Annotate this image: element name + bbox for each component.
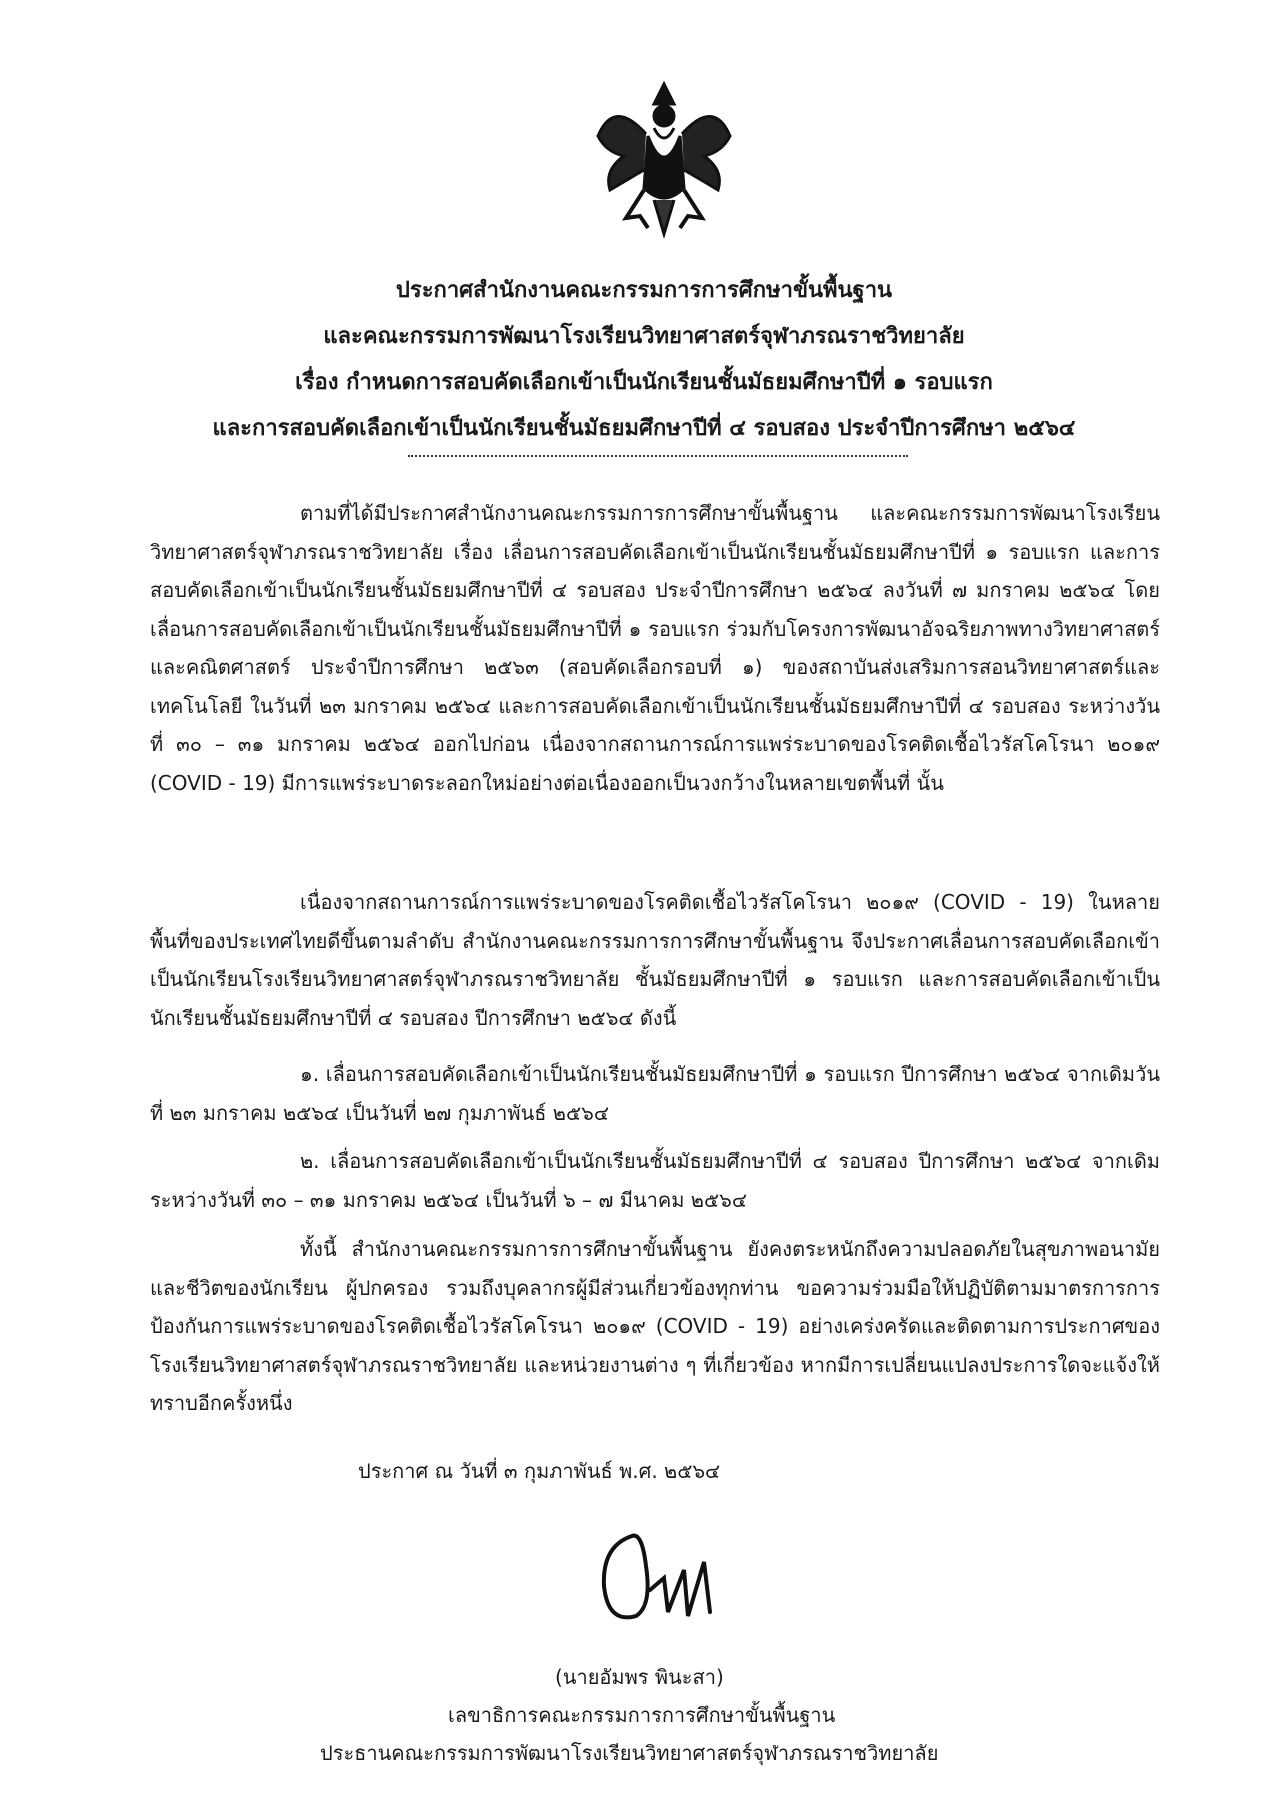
- paragraph-3: ทั้งนี้ สำนักงานคณะกรรมการการศึกษาขั้นพื้นฐาน ยังคงตระหนักถึงความปลอดภัยในสุขภาพอนามัยและชีวิตของนักเรียน ผู้ปกครอง รวมถึงบุคลากรผู้มีส่วนเกี่ยวข้องทุกท่าน ขอความร่วมมือให้ปฏิบัติตามมาตรการการป้องกันการแพร่ระบาดของโรคติดเชื้อไวรัสโคโรนา ๒๐๑๙ (COVID - 19) อย่างเคร่งครัดและติดตามการประกาศของโรงเรียนวิทยาศาสตร์จุฬาภรณราชวิทยาลัย และหน่วยงานต่าง ๆ ที่เกี่ยวข้อง หากมีการเปลี่ยนแปลงประการใดจะแจ้งให้ทราบอีกครั้งหนึ่ง: [150, 1237, 1160, 1415]
- body-section-5: [150, 1230, 1160, 1423]
- signer-name: (นายอัมพร พินะสา): [555, 1665, 724, 1689]
- handwritten-signature: [592, 1516, 742, 1634]
- signer-position-1: เลขาธิการคณะกรรมการการศึกษาขั้นพื้นฐาน: [448, 1703, 836, 1727]
- body-section-3: [150, 1055, 1160, 1132]
- title-line-1: ประกาศสำนักงานคณะกรรมการการศึกษาขั้นพื้นฐาน: [395, 278, 893, 303]
- body-section-2: [150, 883, 1160, 1037]
- signer-position-2: ประธานคณะกรรมการพัฒนาโรงเรียนวิทยาศาสตร์จุฬาภรณราชวิทยาลัย: [320, 1741, 939, 1765]
- body-section-1: [150, 494, 1160, 802]
- announce-date: ประกาศ ณ วันที่ ๓ กุมภาพันธ์ พ.ศ. ๒๕๖๔: [358, 1459, 721, 1483]
- paragraph-2: เนื่องจากสถานการณ์การแพร่ระบาดของโรคติดเชื้อไวรัสโคโรนา ๒๐๑๙ (COVID - 19) ในหลายพื้นที่ของประเทศไทยดีขึ้นตามลำดับ สำนักงานคณะกรรมการการศึกษาขั้นพื้นฐาน จึงประกาศเลื่อนการสอบคัดเลือกเข้าเป็นนักเรียนโรงเรียนวิทยาศาสตร์จุฬาภรณราชวิทยาลัย ชั้นมัธยมศึกษาปีที่ ๑ รอบแรก และการสอบคัดเลือกเข้าเป็นนักเรียนชั้นมัธยมศึกษาปีที่ ๔ รอบสอง ปีการศึกษา ๒๕๖๔ ดังนี้: [150, 890, 1160, 1030]
- list-item-1: ๑. เลื่อนการสอบคัดเลือกเข้าเป็นนักเรียนชั้นมัธยมศึกษาปีที่ ๑ รอบแรก ปีการศึกษา ๒๕๖๔ จากเดิมวันที่ ๒๓ มกราคม ๒๕๖๔ เป็นวันที่ ๒๗ กุมภาพันธ์ ๒๕๖๔: [150, 1062, 1160, 1125]
- title-line-3: เรื่อง กำหนดการสอบคัดเลือกเข้าเป็นนักเรียนชั้นมัธยมศึกษาปีที่ ๑ รอบแรก: [295, 370, 993, 395]
- garuda-emblem-icon: [584, 78, 744, 238]
- list-item-2: ๒. เลื่อนการสอบคัดเลือกเข้าเป็นนักเรียนชั้นมัธยมศึกษาปีที่ ๔ รอบสอง ปีการศึกษา ๒๕๖๔ จากเดิมระหว่างวันที่ ๓๐ – ๓๑ มกราคม ๒๕๖๔ เป็นวันที่ ๖ – ๗ มีนาคม ๒๕๖๔: [150, 1149, 1160, 1212]
- title-divider: [408, 455, 908, 457]
- body-section-4: [150, 1142, 1160, 1219]
- title-line-2: และคณะกรรมการพัฒนาโรงเรียนวิทยาศาสตร์จุฬาภรณราชวิทยาลัย: [323, 324, 965, 349]
- document-title: [150, 268, 1138, 452]
- title-line-4: และการสอบคัดเลือกเข้าเป็นนักเรียนชั้นมัธยมศึกษาปีที่ ๔ รอบสอง ประจำปีการศึกษา ๒๕๖๔: [212, 416, 1076, 441]
- paragraph-1: ตามที่ได้มีประกาศสำนักงานคณะกรรมการการศึกษาขั้นพื้นฐาน และคณะกรรมการพัฒนาโรงเรียนวิทยาศาสตร์จุฬาภรณราชวิทยาลัย เรื่อง เลื่อนการสอบคัดเลือกเข้าเป็นนักเรียนชั้นมัธยมศึกษาปีที่ ๑ รอบแรก และการสอบคัดเลือกเข้าเป็นนักเรียนชั้นมัธยมศึกษาปีที่ ๔ รอบสอง ประจำปีการศึกษา ๒๕๖๔ ลงวันที่ ๗ มกราคม ๒๕๖๔ โดยเลื่อนการสอบคัดเลือกเข้าเป็นนักเรียนชั้นมัธยมศึกษาปีที่ ๑ รอบแรก ร่วมกับโครงการพัฒนาอัจฉริยภาพทางวิทยาศาสตร์และคณิตศาสตร์ ประจำปีการศึกษา ๒๕๖๓ (สอบคัดเลือกรอบที่ ๑) ของสถาบันส่งเสริมการสอนวิทยาศาสตร์และเทคโนโลยี ในวันที่ ๒๓ มกราคม ๒๕๖๔ และการสอบคัดเลือกเข้าเป็นนักเรียนชั้นมัธยมศึกษาปีที่ ๔ รอบสอง ระหว่างวันที่ ๓๐ – ๓๑ มกราคม ๒๕๖๔ ออกไปก่อน เนื่องจากสถานการณ์การแพร่ระบาดของโรคติดเชื้อไวรัสโคโรนา ๒๐๑๙ (COVID - 19) มีการแพร่ระบาดระลอกใหม่อย่างต่อเนื่องออกเป็นวงกว้างในหลายเขตพื้นที่ นั้น: [150, 501, 1160, 795]
